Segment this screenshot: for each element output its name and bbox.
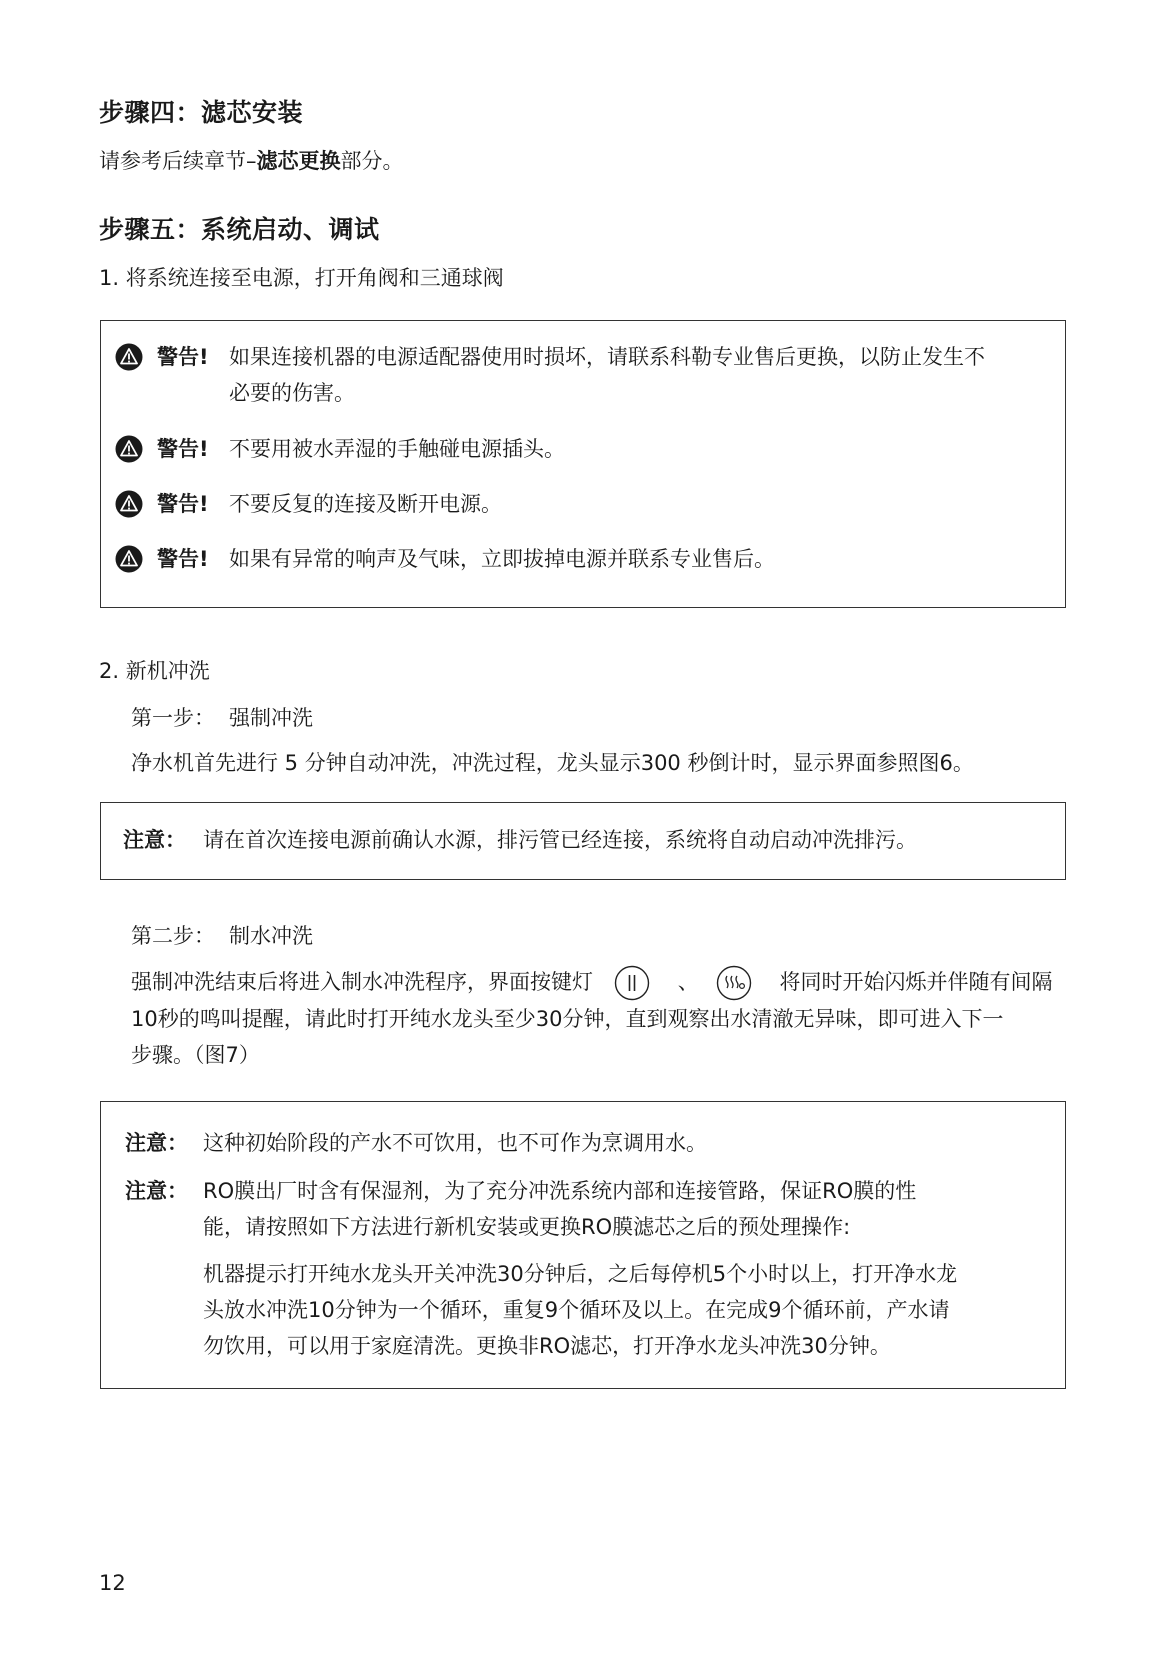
- sub2-line1-a: 强制冲洗结束后将进入制水冲洗程序，界面按键灯: [131, 970, 593, 994]
- warning-label: 警告!: [157, 547, 209, 571]
- sub2-label: 第二步：: [131, 924, 215, 948]
- warning-triangle-icon: [115, 343, 143, 371]
- step5-title: 步骤五：系统启动、调试: [99, 215, 380, 244]
- note-box-2: [100, 1101, 1066, 1389]
- item2-title: 2. 新机冲洗: [99, 659, 210, 683]
- item2-sub2: [131, 918, 313, 954]
- warning-text: 如果有异常的响声及气味，立即拔掉电源并联系专业售后。: [229, 547, 775, 571]
- note-text-line5: 勿饮用，可以用于家庭清洗。更换非RO滤芯，打开净水龙头冲洗30分钟。: [203, 1334, 891, 1358]
- warning-triangle-icon: [115, 545, 143, 573]
- note-text-line3: 机器提示打开纯水龙头开关冲洗30分钟后，之后每停机5个小时以上，打开净水龙: [203, 1262, 958, 1286]
- step5-item1: 1. 将系统连接至电源，打开角阀和三通球阀: [99, 266, 504, 290]
- pause-button-icon: [614, 965, 650, 1001]
- warning-label: 警告!: [157, 345, 209, 369]
- sub1-title: 强制冲洗: [229, 706, 313, 730]
- warning-text: 如果连接机器的电源适配器使用时损坏，请联系科勒专业售后更换，以防止发生不: [229, 345, 985, 369]
- step4-title: 步骤四：滤芯安装: [99, 98, 304, 127]
- item2-sub1-text: 净水机首先进行 5 分钟自动冲洗，冲洗过程，龙头显示300 秒倒计时，显示界面参照图6。: [131, 751, 974, 775]
- warning-text: 不要用被水弄湿的手触碰电源插头。: [229, 437, 565, 461]
- note-label: 注意：: [123, 828, 186, 852]
- note-box-1: [100, 802, 1066, 880]
- step4-text-prefix: 请参考后续章节–: [99, 149, 257, 173]
- sub2-line3: 步骤。（图7）: [131, 1043, 260, 1067]
- item2-sub1: [131, 700, 313, 736]
- sub2-line1: [131, 964, 1053, 1001]
- sub2-line1-b: 将同时开始闪烁并伴随有间隔: [779, 970, 1053, 994]
- note-text-line2: 能，请按照如下方法进行新机安装或更换RO膜滤芯之后的预处理操作:: [203, 1215, 851, 1239]
- warning-label: 警告!: [157, 492, 209, 516]
- warning-text: 不要反复的连接及断开电源。: [229, 492, 502, 516]
- note-text-line4: 头放水冲洗10分钟为一个循环，重复9个循环及以上。在完成9个循环前，产水请: [203, 1298, 950, 1322]
- warning-triangle-icon: [115, 435, 143, 463]
- heat-wave-button-icon: [716, 965, 752, 1001]
- step4-text-bold: 滤芯更换: [256, 149, 341, 173]
- note-label: 注意：: [125, 1131, 188, 1155]
- sub1-label: 第一步：: [131, 706, 215, 730]
- page-number: 12: [99, 1571, 126, 1595]
- note-text: 这种初始阶段的产水不可饮用，也不可作为烹调用水。: [203, 1131, 707, 1155]
- note-text-line1: RO膜出厂时含有保湿剂，为了充分冲洗系统内部和连接管路，保证RO膜的性: [203, 1179, 917, 1203]
- warning-triangle-icon: [115, 490, 143, 518]
- note-label: 注意：: [125, 1179, 188, 1203]
- warning-text-line2: 必要的伤害。: [229, 381, 355, 405]
- sub2-title: 制水冲洗: [229, 924, 313, 948]
- warning-box: [100, 320, 1066, 608]
- warning-label: 警告!: [157, 437, 209, 461]
- note-text: 请在首次连接电源前确认水源，排污管已经连接，系统将自动启动冲洗排污。: [203, 828, 917, 852]
- step4-text-suffix: 部分。: [340, 149, 404, 173]
- sub2-line1-sep: 、: [677, 970, 699, 994]
- sub2-line2: 10秒的鸣叫提醒，请此时打开纯水龙头至少30分钟，直到观察出水清澈无异味，即可进入下一: [131, 1007, 1004, 1031]
- step4-text: [99, 143, 404, 179]
